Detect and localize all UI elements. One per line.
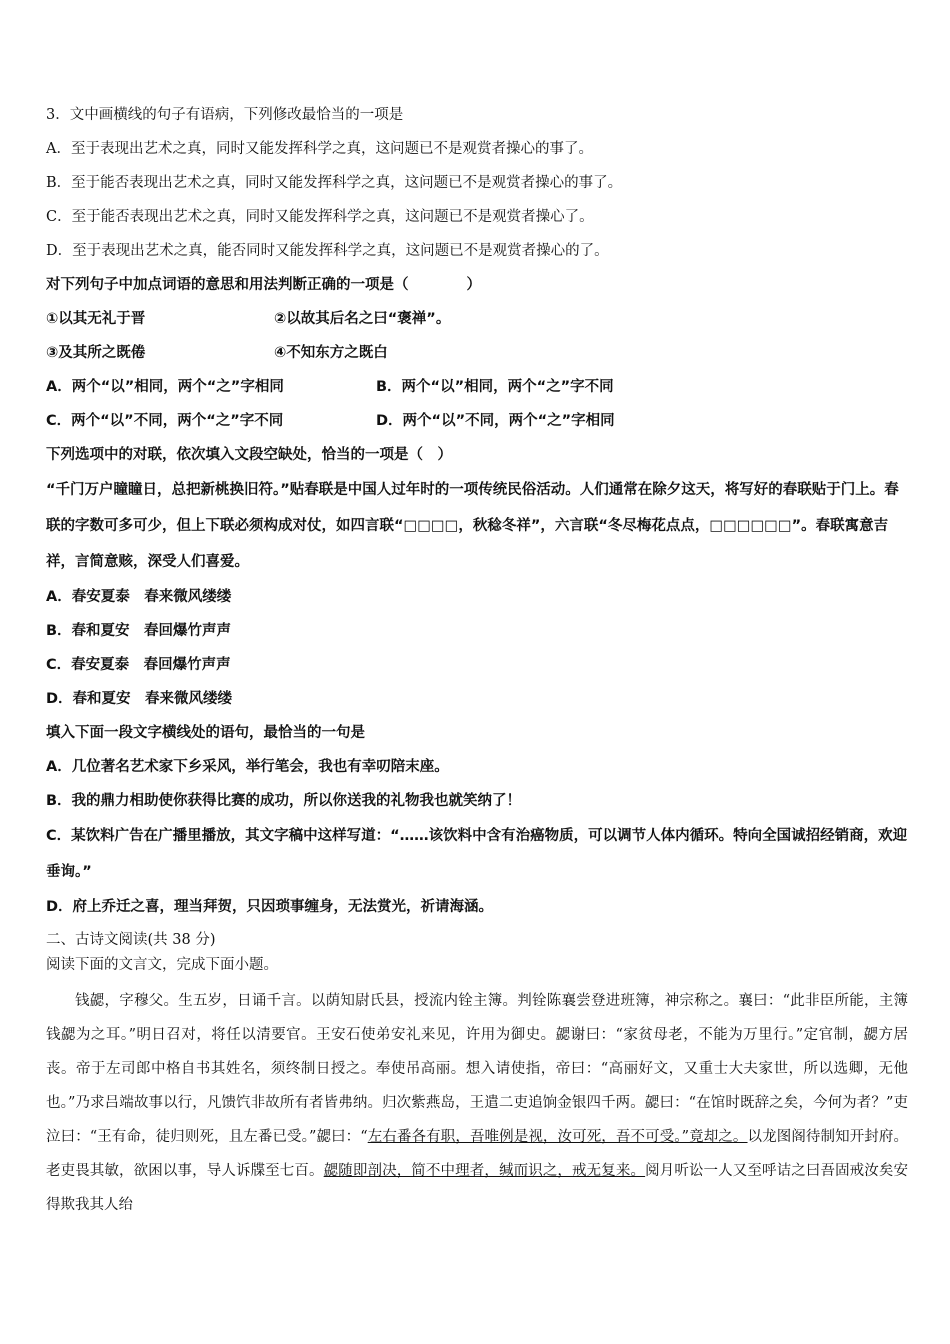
document-page bbox=[46, 98, 908, 1222]
underlined-sentence-1: 左右番各有职，吾唯例是视，汝可死，吾不可受。”竟却之。 bbox=[367, 1129, 748, 1145]
q6-option-d: D．府上乔迁之喜，理当拜贺，只因琐事缠身，无法赏光，祈请海涵。 bbox=[46, 899, 494, 915]
classical-passage bbox=[46, 984, 908, 1222]
underlined-sentence-2: 勰随即剖决，简不中理者，缄而识之，戒无复来。 bbox=[323, 1163, 646, 1179]
q4-options-row1 bbox=[46, 370, 908, 404]
q3-option-c: C．至于能否表现出艺术之真，同时又能发挥科学之真，这问题已不是观赏者操心了。 bbox=[46, 209, 594, 225]
section-intro: 阅读下面的文言文，完成下面小题。 bbox=[46, 957, 278, 973]
q4-option-c: C．两个“以”不同，两个“之”字不同 bbox=[46, 413, 284, 429]
q5-stem: 下列选项中的对联，依次填入文段空缺处，恰当的一项是（ ） bbox=[46, 447, 452, 463]
q5-passage: “千门万户瞳瞳日，总把新桃换旧符。”贴春联是中国人过年时的一项传统民俗活动。人们通常在除夕这天，将写好的春联贴于门上。春联的字数可多可少，但上下联必须构成对仗，如四言联“□□□□，秋稔冬祥”，六言联“冬尽梅花点点，□□□□□□”。春联寓意吉祥，言简意赅，深受人们喜爱。 bbox=[46, 482, 899, 570]
q4-option-b: B．两个“以”相同，两个“之”字不同 bbox=[376, 379, 614, 395]
q4-sentences-row2 bbox=[46, 336, 908, 370]
q4-stem: 对下列句子中加点词语的意思和用法判断正确的一项是（ ） bbox=[46, 277, 481, 293]
section-heading: 二、古诗文阅读(共 38 分) bbox=[46, 932, 216, 948]
q3-option-a: A．至于表现出艺术之真，同时又能发挥科学之真，这问题已不是观赏者操心的事了。 bbox=[46, 141, 593, 157]
q5-option-b: B．春和夏安 春回爆竹声声 bbox=[46, 623, 232, 639]
q4-sentence-4: ④不知东方之既白 bbox=[274, 345, 388, 361]
q5-option-c: C．春安夏泰 春回爆竹声声 bbox=[46, 657, 231, 673]
q4-options-row2 bbox=[46, 404, 908, 438]
passage-text-1: 钱勰，字穆父。生五岁，日诵千言。以荫知尉氏县，授流内铨主簿。判铨陈襄尝登进班簿，神宗称之。襄曰：“此非臣所能，主簿钱勰为之耳。”明日召对，将任以清要官。王安石使弟安礼来见，许用为御史。勰谢曰：“家贫母老，不能为万里行。”定官制，勰方居丧。帝于左司郎中格自书其姓名，须终制日授之。奉使吊高丽。想入请使指，帝曰：“高丽好文，又重士大夫家世，所以选卿，无他也。”乃求吕端故事以行，凡馈饩非故所有者皆弗纳。归次紫燕岛，王遣二吏追饷金银四千两。勰曰：“在馆时既辞之矣，今何为者？”吏泣曰：“王有命，徒归则死，且左番已受。”勰曰：“ bbox=[46, 993, 908, 1145]
q3-option-b: B．至于能否表现出艺术之真，同时又能发挥科学之真，这问题已不是观赏者操心的事了。 bbox=[46, 175, 623, 191]
q6-option-b: B．我的鼎力相助使你获得比赛的成功，所以你送我的礼物我也就笑纳了！ bbox=[46, 793, 522, 809]
q3-stem: 3．文中画横线的句子有语病，下列修改最恰当的一项是 bbox=[46, 107, 404, 123]
q3-option-d: D．至于表现出艺术之真，能否同时又能发挥科学之真，这问题已不是观赏者操心的了。 bbox=[46, 243, 609, 259]
q6-option-c: C．某饮料广告在广播里播放，其文字稿中这样写道：“……该饮料中含有治癌物质，可以调节人体内循环。特向全国诚招经销商，欢迎垂询。” bbox=[46, 828, 908, 880]
q4-sentence-1: ①以其无礼于晋 bbox=[46, 311, 146, 327]
q4-option-a: A．两个“以”相同，两个“之”字相同 bbox=[46, 379, 284, 395]
q4-option-d: D．两个“以”不同，两个“之”字相同 bbox=[376, 413, 615, 429]
q5-option-a: A．春安夏泰 春来微风缕缕 bbox=[46, 589, 232, 605]
passage-text-3: 阅月听讼一人又至呼诘之曰吾固戒汝矣安得欺我其人绐 bbox=[46, 1163, 909, 1213]
q5-option-d: D．春和夏安 春来微风缕缕 bbox=[46, 691, 233, 707]
q6-stem: 填入下面一段文字横线处的语句，最恰当的一句是 bbox=[46, 725, 365, 741]
passage-text-2: 以龙图阁待制知开封府。老吏畏其敏，欲困以事，导人诉牒至七百。 bbox=[46, 1129, 908, 1179]
q4-sentence-3: ③及其所之既倦 bbox=[46, 345, 146, 361]
q6-option-a: A．几位著名艺术家下乡采风，举行笔会，我也有幸叨陪末座。 bbox=[46, 759, 449, 775]
q4-sentence-2: ②以故其后名之曰“褒禅”。 bbox=[274, 311, 451, 327]
q4-sentences-row1 bbox=[46, 302, 908, 336]
